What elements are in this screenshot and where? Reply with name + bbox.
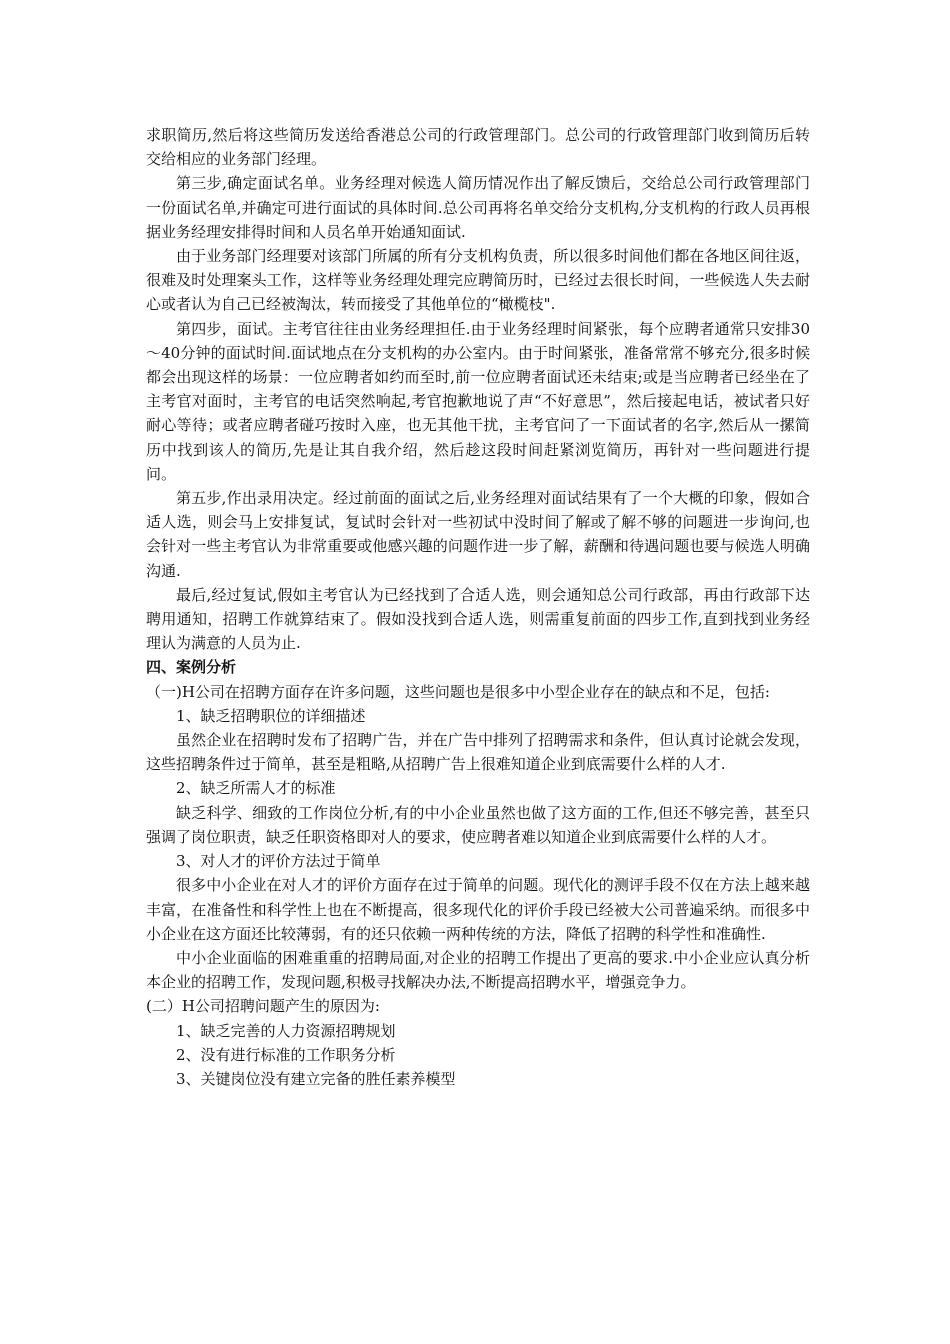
paragraph-step-three: 第三步,确定面试名单。业务经理对候选人简历情况作出了解反馈后，交给总公司行政管理部门一份面试名单,并确定可进行面试的具体时间.总公司再将名单交给分支机构,分支机构的行政人员再根据业务经理安排得时间和人员名单开始通知面试.: [146, 174, 810, 241]
paragraph-final: 最后,经过复试,假如主考官认为已经找到了合适人选，则会通知总公司行政部，再由行政部下达聘用通知，招聘工作就算结束了。假如没找到合适人选，则需重复前面的四步工作,直到找到业务经理认为满意的人员为止.: [146, 585, 810, 653]
paragraph-step-four: 第四步，面试。主考官往往由业务经理担任.由于业务经理时间紧张，每个应聘者通常只安排30～40分钟的面试时间.面试地点在分支机构的办公室内。由于时间紧张，准备常常不够充分,很多时候都会出现这样的场景：一位应聘者如约而至时,前一位应聘者面试还未结束;或是当应聘者已经坐在了主考官对面时，主考官的电话突然响起,考官抱歉地说了声“不好意思”，然后接起电话，被试者只好耐心等待；或者应聘者碰巧按时入座，也无其他干扰，主考官问了一下面试者的名字,然后从一摞简历中找到该人的简历,先是让其自我介绍，然后趁这段时间赶紧浏览简历，再针对一些问题进行提问。: [146, 319, 810, 483]
list-item-problem-2: 2、缺乏所需人才的标准: [176, 779, 336, 798]
paragraph-sme-summary: 中小企业面临的困难重重的招聘局面,对企业的招聘工作提出了更高的要求.中小企业应认真分析本企业的招聘工作，发现问题,积极寻找解决办法,不断提高招聘水平，增强竞争力。: [146, 948, 810, 992]
paragraph-problems-intro: （一)H公司在招聘方面存在许多问题，这些问题也是很多中小型企业存在的缺点和不足，包括:: [146, 682, 770, 701]
paragraph-step-five: 第五步,作出录用决定。经过前面的面试之后,业务经理对面试结果有了一个大概的印象，假如合适人选，则会马上安排复试，复试时会针对一些初试中没时间了解或了解不够的问题进一步询问,也会针对一些主考官认为非常重要或他感兴趣的问题作进一步了解，薪酬和待遇问题也要与候选人明确沟通.: [146, 489, 810, 580]
list-item-problem-3: 3、对人才的评价方法过于简单: [176, 852, 381, 871]
list-item-problem-1: 1、缺乏招聘职位的详细描述: [176, 706, 366, 725]
paragraph-problem-1-detail: 虽然企业在招聘时发布了招聘广告，并在广告中排列了招聘需求和条件，但认真讨论就会发现，这些招聘条件过于简单，甚至是粗略,从招聘广告上很难知道企业到底需要什么样的人才.: [146, 731, 810, 774]
paragraph-resume-forwarding: 求职简历,然后将这些简历发送给香港总公司的行政管理部门。总公司的行政管理部门收到简历后转交给相应的业务部门经理。: [146, 126, 810, 169]
section-heading-case-analysis: 四、案例分析: [146, 658, 237, 677]
list-item-cause-2: 2、没有进行标准的工作职务分析: [176, 1045, 396, 1064]
paragraph-causes-intro: (二）H公司招聘问题产生的原因为:: [146, 997, 380, 1016]
paragraph-manager-delay: 由于业务部门经理要对该部门所属的所有分支机构负责，所以很多时间他们都在各地区间往返，很难及时处理案头工作，这样等业务经理处理完应聘简历时，已经过去很长时间，一些候选人失去耐心或者认为自己已经被淘汰，转而接受了其他单位的“橄榄枝".: [146, 247, 810, 314]
list-item-cause-1: 1、缺乏完善的人力资源招聘规划: [176, 1021, 396, 1040]
document-page: [146, 123, 810, 1091]
list-item-cause-3: 3、关键岗位没有建立完备的胜任素养模型: [176, 1069, 456, 1088]
paragraph-problem-2-detail: 缺乏科学、细致的工作岗位分析,有的中小企业虽然也做了这方面的工作,但还不够完善，甚至只强调了岗位职责，缺乏任职资格即对人的要求，使应聘者难以知道企业到底需要什么样的人才。: [146, 803, 810, 846]
paragraph-problem-3-detail: 很多中小企业在对人才的评价方面存在过于简单的问题。现代化的测评手段不仅在方法上越来越丰富，在准备性和科学性上也在不断提高，很多现代化的评价手段已经被大公司普遍采纳。而很多中小企业在这方面还比较薄弱，有的还只依赖一两种传统的方法，降低了招聘的科学性和准确性.: [146, 876, 810, 943]
